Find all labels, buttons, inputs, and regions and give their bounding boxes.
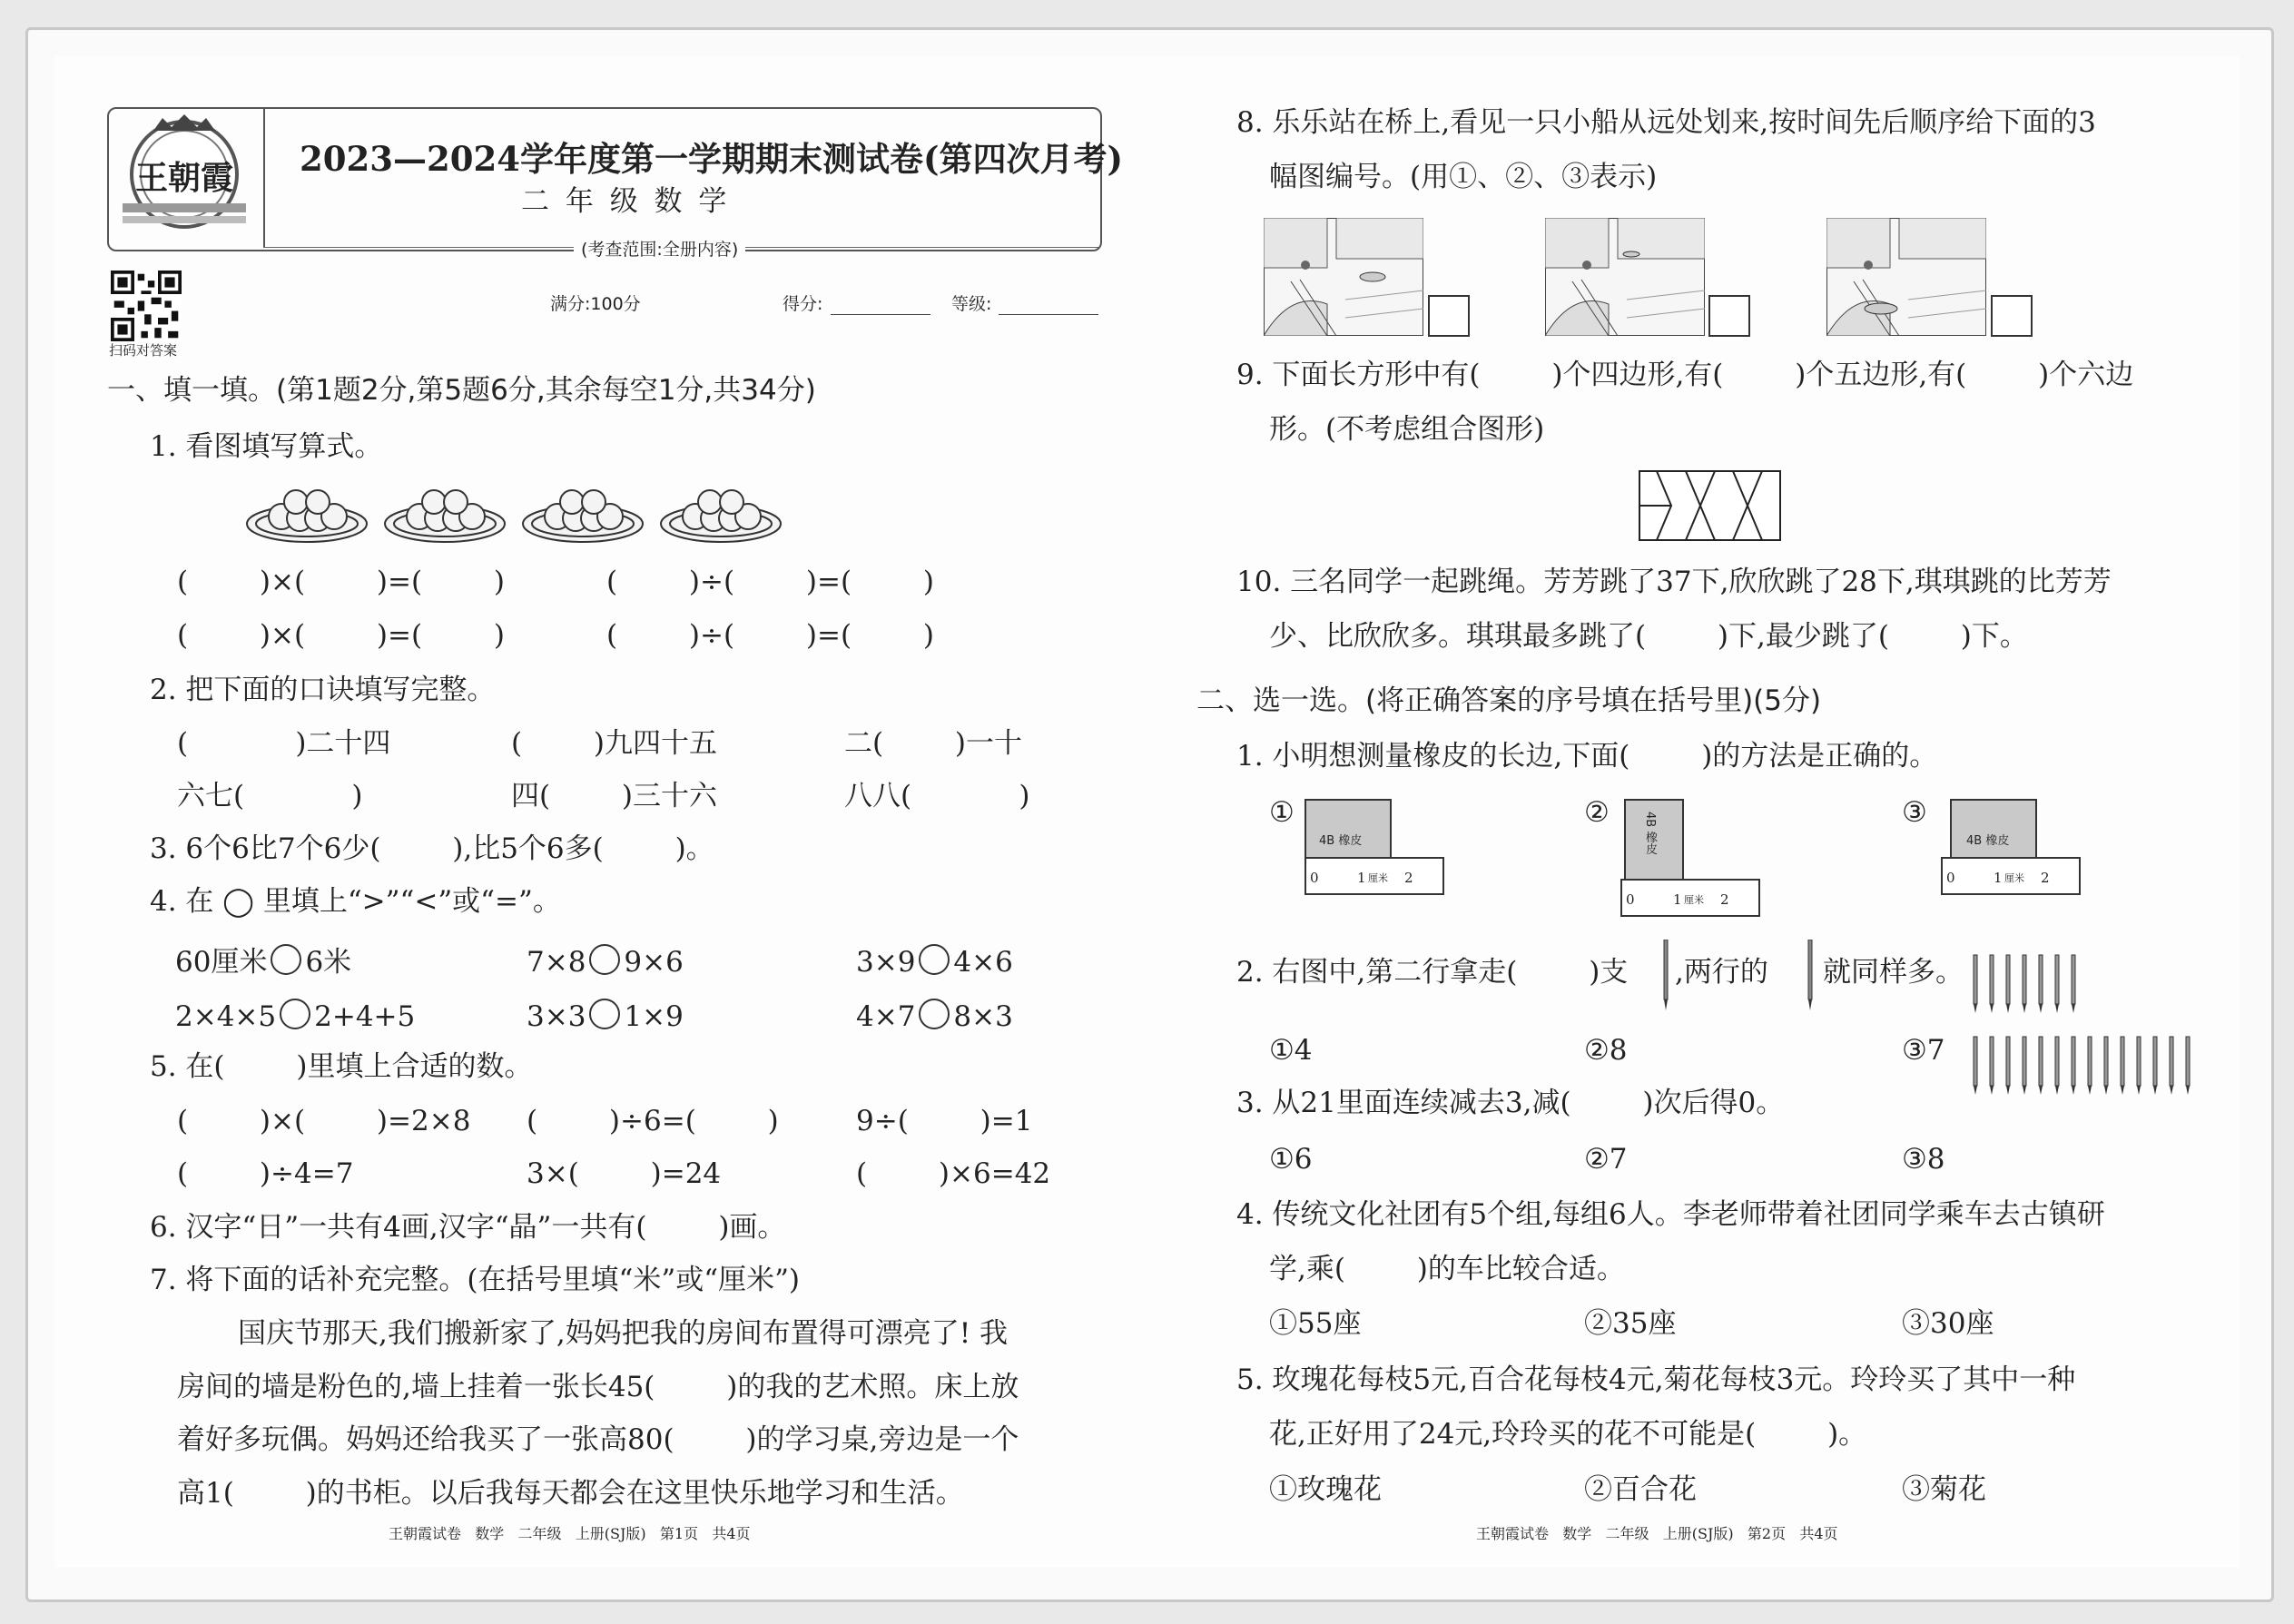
q5-item-1[interactable]: ( )×( )=2×8 xyxy=(177,1105,471,1137)
q2-item-3[interactable]: 二( )一十 xyxy=(844,727,1023,760)
ruler-figure-3: 4B 橡皮 0 1 厘米 2 xyxy=(1941,799,2077,891)
qr-caption: 扫码对答案 xyxy=(109,342,178,359)
choice-2-text-c: 就同样多。 xyxy=(1823,956,1964,989)
question-7: 7. 将下面的话补充完整。(在括号里填“米”或“厘米”) xyxy=(150,1264,801,1296)
fruit-plates-image xyxy=(243,477,788,549)
q1-row1-multiply[interactable]: ( )×( )=( ) xyxy=(177,566,506,598)
q1-row1-divide[interactable]: ( )÷( )=( ) xyxy=(606,566,935,598)
choice-5-option-2[interactable]: ②百合花 xyxy=(1584,1473,1697,1506)
choice-3[interactable]: 3. 从21里面连续减去3,减( )次后得0。 xyxy=(1236,1087,1785,1119)
ruler-figure-2: 4B 橡皮 0 1 厘米 2 xyxy=(1620,799,1757,913)
q5-item-5[interactable]: 3×( )=24 xyxy=(527,1157,722,1190)
svg-text:王朝霞: 王朝霞 xyxy=(134,159,234,197)
pencil-icon xyxy=(1660,940,1671,1012)
choice-4-option-3[interactable]: ③30座 xyxy=(1902,1307,1994,1340)
q4-compare-3[interactable]: 3×9 4×6 xyxy=(856,946,1013,979)
question-3[interactable]: 3. 6个6比7个6少( ),比5个6多( )。 xyxy=(150,832,714,865)
q9-line-2: 形。(不考虑组合图形) xyxy=(1269,413,1545,446)
question-4: 4. 在 ◯ 里填上“>”“<”或“=”。 xyxy=(150,885,561,918)
bridge-scene-2 xyxy=(1545,218,1705,336)
qr-code-icon[interactable] xyxy=(111,271,182,341)
choice-1-option-2[interactable]: ② xyxy=(1584,796,1610,829)
section-1-heading: 一、填一填。(第1题2分,第5题6分,其余每空1分,共34分) xyxy=(107,374,816,407)
choice-5-option-1[interactable]: ①玫瑰花 xyxy=(1269,1473,1382,1506)
choice-4-option-2[interactable]: ②35座 xyxy=(1584,1307,1677,1340)
q9-line-1[interactable]: 9. 下面长方形中有( )个四边形,有( )个五边形,有( )个六边 xyxy=(1236,359,2134,391)
choice-3-option-2[interactable]: ②7 xyxy=(1584,1143,1628,1176)
q8-answer-box-2[interactable] xyxy=(1708,295,1750,337)
q8-answer-box-3[interactable] xyxy=(1991,295,2033,337)
choice-2-option-3[interactable]: ③7 xyxy=(1902,1034,1945,1067)
choice-3-option-1[interactable]: ①6 xyxy=(1269,1143,1313,1176)
q4-compare-6[interactable]: 4×7 8×3 xyxy=(856,1000,1013,1033)
q4-compare-1[interactable]: 60厘米 6米 xyxy=(175,946,352,979)
q10-line-2[interactable]: 少、比欣欣多。琪琪最多跳了( )下,最少跳了( )下。 xyxy=(1269,620,2028,653)
score-blank[interactable] xyxy=(831,314,930,315)
right-footer: 王朝霞试卷 数学 二年级 上册(SJ版) 第2页 共4页 xyxy=(1476,1525,1838,1542)
choice-4-option-1[interactable]: ①55座 xyxy=(1269,1307,1362,1340)
pencil-rows-figure xyxy=(1968,953,2204,1107)
bridge-scene-1 xyxy=(1264,218,1423,336)
choice-1-option-1[interactable]: ① xyxy=(1269,796,1295,829)
q2-item-6[interactable]: 八八( ) xyxy=(844,780,1030,812)
choice-2-option-2[interactable]: ②8 xyxy=(1584,1034,1628,1067)
q1-row2-multiply[interactable]: ( )×( )=( ) xyxy=(177,619,506,652)
choice-5-line-1: 5. 玫瑰花每枝5元,百合花每枝4元,菊花每枝3元。玲玲买了其中一种 xyxy=(1236,1363,2076,1396)
choice-5-line-2[interactable]: 花,正好用了24元,玲玲买的花不可能是( )。 xyxy=(1269,1418,1867,1451)
header-divider xyxy=(263,109,265,247)
q2-item-5[interactable]: 四( )三十六 xyxy=(511,780,718,812)
exam-title: 2023—2024学年度第一学期期末测试卷(第四次月考) xyxy=(300,139,1123,179)
choice-3-option-3[interactable]: ③8 xyxy=(1902,1143,1945,1176)
q8-line-2: 幅图编号。(用①、②、③表示) xyxy=(1269,161,1658,193)
q2-item-4[interactable]: 六七( ) xyxy=(177,780,363,812)
q5-item-4[interactable]: ( )÷4=7 xyxy=(177,1157,354,1190)
choice-1-option-3[interactable]: ③ xyxy=(1902,796,1927,829)
q7-line-2[interactable]: 房间的墙是粉色的,墙上挂着一张长45( )的我的艺术照。床上放 xyxy=(177,1371,1019,1403)
choice-5-option-3[interactable]: ③菊花 xyxy=(1902,1473,1986,1506)
pencil-icon xyxy=(1805,940,1816,1012)
full-score: 满分:100分 xyxy=(550,294,641,314)
q4-compare-2[interactable]: 7×8 9×6 xyxy=(527,946,684,979)
q7-line-3[interactable]: 着好多玩偶。妈妈还给我买了一张高80( )的学习桌,旁边是一个 xyxy=(177,1423,1019,1456)
grade-label: 等级: xyxy=(951,294,992,314)
q1-row2-divide[interactable]: ( )÷( )=( ) xyxy=(606,619,935,652)
q7-line-1: 国庆节那天,我们搬新家了,妈妈把我的房间布置得可漂亮了! 我 xyxy=(238,1317,1009,1350)
exam-subtitle: 二 年 级 数 学 xyxy=(521,185,731,218)
q4-compare-5[interactable]: 3×3 1×9 xyxy=(527,1000,684,1033)
q5-item-6[interactable]: ( )×6=42 xyxy=(856,1157,1051,1190)
q10-line-1: 10. 三名同学一起跳绳。芳芳跳了37下,欣欣跳了28下,琪琪跳的比芳芳 xyxy=(1236,566,2112,598)
choice-4-line-1: 4. 传统文化社团有5个组,每组6人。李老师带着社团同学乘车去古镇研 xyxy=(1236,1198,2105,1231)
q2-item-1[interactable]: ( )二十四 xyxy=(177,727,391,760)
score-label: 得分: xyxy=(783,294,823,314)
logo-badge xyxy=(112,114,257,243)
q5-item-3[interactable]: 9÷( )=1 xyxy=(856,1105,1033,1137)
choice-1[interactable]: 1. 小明想测量橡皮的长边,下面( )的方法是正确的。 xyxy=(1236,740,1938,773)
choice-4-line-2[interactable]: 学,乘( )的车比较合适。 xyxy=(1269,1253,1625,1285)
q7-line-4[interactable]: 高1( )的书柜。以后我每天都会在这里快乐地学习和生活。 xyxy=(177,1477,964,1510)
shapes-rectangle-figure xyxy=(1639,470,1781,541)
exam-scope: (考查范围:全册内容) xyxy=(574,241,745,259)
q4-compare-4[interactable]: 2×4×5 2+4+5 xyxy=(175,1000,416,1033)
q8-line-1: 8. 乐乐站在桥上,看见一只小船从远处划来,按时间先后顺序给下面的3 xyxy=(1236,106,2096,139)
left-footer: 王朝霞试卷 数学 二年级 上册(SJ版) 第1页 共4页 xyxy=(389,1525,751,1542)
q5-item-2[interactable]: ( )÷6=( ) xyxy=(527,1105,779,1137)
choice-2-option-1[interactable]: ①4 xyxy=(1269,1034,1313,1067)
grade-blank[interactable] xyxy=(999,314,1098,315)
question-2: 2. 把下面的口诀填写完整。 xyxy=(150,674,496,706)
section-2-heading: 二、选一选。(将正确答案的序号填在括号里)(5分) xyxy=(1196,684,1822,717)
choice-2-text-a[interactable]: 2. 右图中,第二行拿走( )支 xyxy=(1236,956,1629,989)
choice-2-text-b: ,两行的 xyxy=(1675,956,1768,989)
bridge-scene-3 xyxy=(1826,218,1986,336)
q8-answer-box-1[interactable] xyxy=(1428,295,1470,337)
question-6[interactable]: 6. 汉字“日”一共有4画,汉字“晶”一共有( )画。 xyxy=(150,1211,786,1244)
question-5: 5. 在( )里填上合适的数。 xyxy=(150,1050,533,1083)
ruler-figure-1: 4B 橡皮 0 1 厘米 2 xyxy=(1305,799,1441,891)
question-1: 1. 看图填写算式。 xyxy=(150,430,383,463)
q2-item-2[interactable]: ( )九四十五 xyxy=(511,727,718,760)
